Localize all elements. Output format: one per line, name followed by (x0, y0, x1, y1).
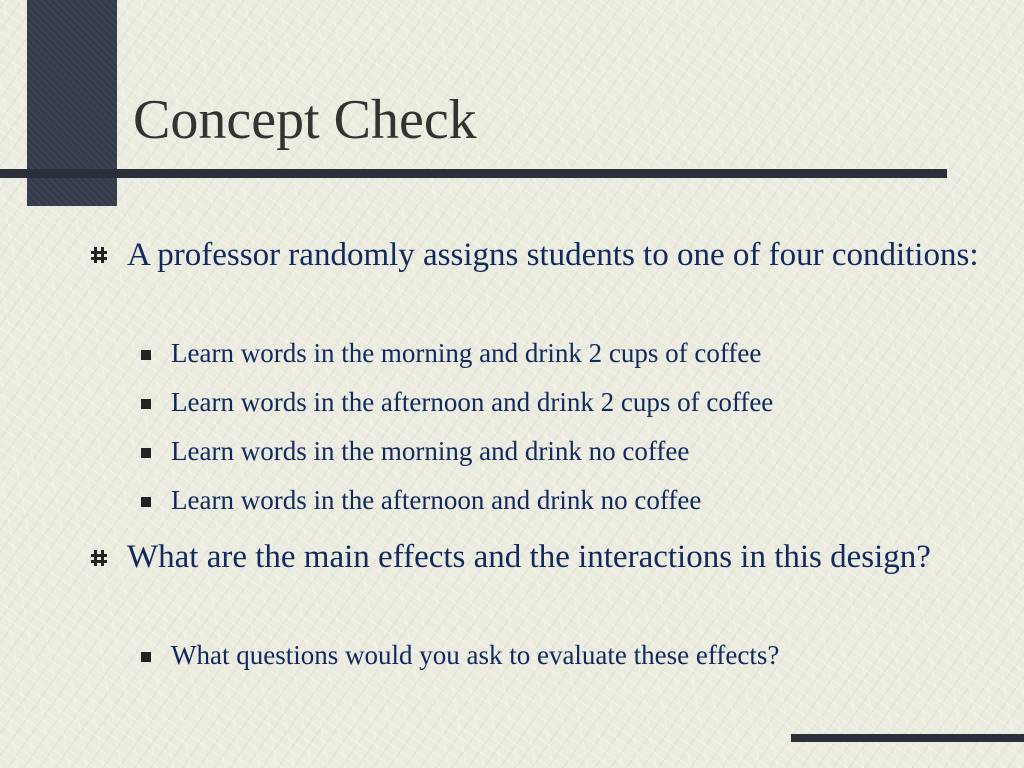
sub-bullet-item: Learn words in the afternoon and drink 2 cups of coffee (171, 387, 774, 417)
slide-title: Concept Check (133, 89, 477, 151)
bullet-item: What are the main effects and the interactions in this design? (127, 539, 931, 575)
sub-bullet-item: Learn words in the morning and drink 2 cups of coffee (171, 338, 762, 368)
hash-bullet-icon (90, 549, 108, 567)
square-bullet-icon (141, 652, 151, 662)
sub-bullet-item: What questions would you ask to evaluate these effects? (171, 640, 780, 670)
bullet-item: A professor randomly assigns students to one of four conditions: (127, 237, 979, 273)
footer-divider (791, 734, 1024, 742)
sub-bullet-item: Learn words in the morning and drink no coffee (171, 436, 690, 466)
title-divider (0, 169, 947, 178)
square-bullet-icon (141, 497, 151, 507)
square-bullet-icon (141, 448, 151, 458)
square-bullet-icon (141, 399, 151, 409)
square-bullet-icon (141, 350, 151, 360)
sub-bullet-item: Learn words in the afternoon and drink no coffee (171, 485, 702, 515)
hash-bullet-icon (90, 246, 108, 264)
